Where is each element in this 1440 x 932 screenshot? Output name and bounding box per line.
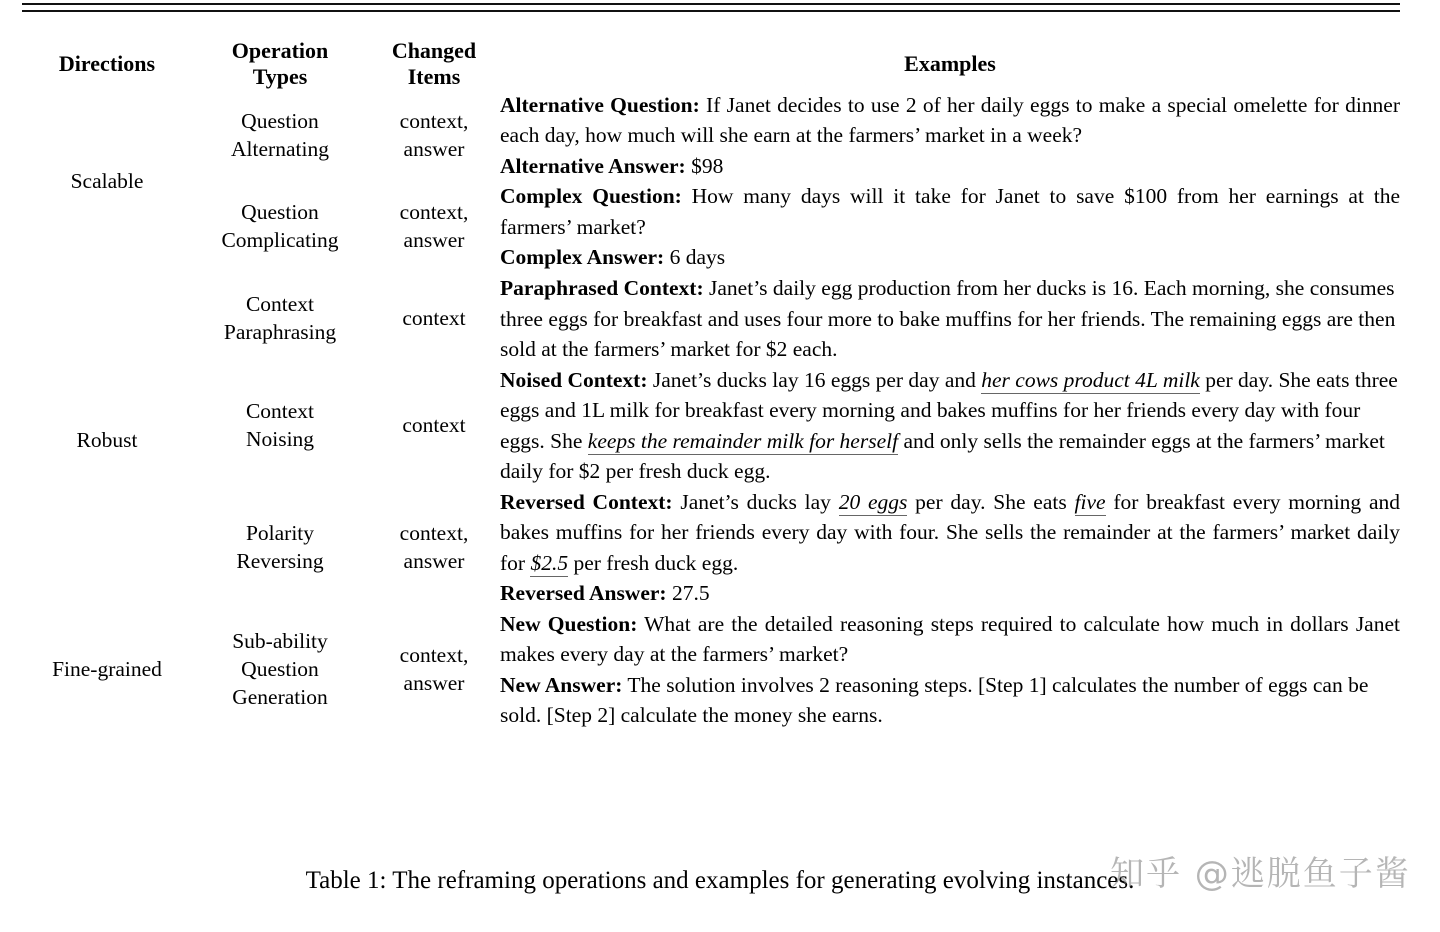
operation-line1: Context [245,291,315,316]
example-text: The solution involves 2 reasoning steps. [Step 1] calculates the number of eggs can be sold. [Step 2] calculate the money she earns. [500,672,1369,728]
example-reversed-phrase: $2.5 [530,550,569,575]
table-row [22,181,1400,273]
example-label: Reversed Answer: [500,581,667,606]
header-changed-items-line2: Items [407,63,461,89]
example-paragraph [500,181,1400,242]
changed-line1: context [402,305,466,330]
example-paragraph [500,365,1400,487]
changed-line2: answer [403,548,465,573]
example-label: Noised Context: [500,367,648,392]
operation-context-noising [192,365,368,487]
operation-question-complicating [192,181,368,273]
example-noised-phrase: keeps the remainder milk for herself [587,428,899,453]
header-row [22,38,1400,90]
example-text: and only sells the remainder eggs at the farmers’ market daily for $2 per fresh duck egg. [500,428,1385,484]
operation-sub-ability-question-generation [192,609,368,731]
header-changed-items-line1: Changed [391,38,477,63]
watermark-text: 知乎 @逃脱鱼子酱 [1110,854,1411,894]
operation-line2: Complicating [221,228,339,253]
direction-robust [22,273,192,609]
example-label: New Answer: [500,672,623,697]
header-examples [500,38,1400,90]
header-operation-types [192,38,368,90]
changed-line2: answer [403,136,465,161]
example-paragraph [500,151,1400,182]
example-reversed-phrase: five [1074,489,1106,514]
operation-line2: Noising [245,426,315,451]
operation-line1: Polarity [245,520,315,545]
changed-line1: context, [399,200,469,225]
header-operation-types-line2: Types [252,63,308,89]
direction-label: Robust [76,428,138,453]
operation-line1: Question [241,108,319,133]
example-label: Complex Answer: [500,245,665,270]
top-rule-upper [22,3,1400,5]
example-text: per day. She eats [907,489,1075,514]
changed-items-cell [368,365,500,487]
operation-line1: Context [245,398,315,423]
operation-line3: Generation [232,684,328,709]
example-label: Alternative Answer: [500,153,686,178]
operation-polarity-reversing [192,487,368,609]
table-container [22,38,1400,731]
table-body [22,90,1400,731]
example-text: How many days will it take for Janet to save $100 from her earnings at the farmers’ market? [500,184,1400,239]
example-text: What are the detailed reasoning steps required to calculate how much in dollars Janet makes every day at the farmers’ market? [500,611,1400,667]
changed-items-cell [368,487,500,609]
header-operation-types-line1: Operation [231,38,329,63]
changed-items-cell [368,609,500,731]
operation-line2: Alternating [231,136,329,161]
changed-line1: context, [399,520,469,545]
example-label: Alternative Question: [500,92,700,117]
example-noised-phrase: her cows product 4L milk [981,367,1200,392]
example-paragraph [500,273,1400,365]
changed-line1: context, [399,108,469,133]
reframing-operations-table [22,38,1400,731]
table-row [22,273,1400,365]
example-label: New Question: [500,611,638,636]
operation-line1: Question [241,200,319,225]
operation-line2: Paraphrasing [223,319,337,344]
top-rule-lower [22,10,1400,12]
changed-line2: answer [403,670,465,695]
example-text: Janet’s ducks lay 16 eggs per day and [647,367,982,392]
direction-label: Fine-grained [52,657,162,682]
operation-context-paraphrasing [192,273,368,365]
header-directions-label: Directions [58,50,156,76]
table-row [22,90,1400,182]
header-changed-items [368,38,500,90]
example-paragraph [500,609,1400,670]
table-caption [0,866,1440,896]
changed-items-cell [368,90,500,182]
example-text: 6 days [664,245,726,270]
example-label: Paraphrased Context: [500,276,704,300]
table-row [22,487,1400,609]
example-text: Janet’s ducks lay [672,489,839,514]
example-context-noising [500,365,1400,487]
changed-line2: answer [403,228,465,253]
table-header [22,38,1400,90]
example-text: If Janet decides to use 2 of her daily eggs to make a special omelette for dinner each day, how much will she earn at the farmers’ market in a week? [500,92,1400,148]
example-polarity-reversing [500,487,1400,609]
direction-label: Scalable [70,168,144,193]
example-reversed-phrase: 20 eggs [838,489,908,514]
header-directions [22,38,192,90]
header-examples-label: Examples [904,50,996,76]
example-text: per day. She eats three eggs and 1L milk for breakfast every morning and bakes muffins for her friends every day with four eggs. She [500,367,1398,453]
example-label: Reversed Context: [500,489,673,514]
operation-line1: Sub-ability [232,628,328,653]
example-paragraph [500,90,1400,151]
operation-line2: Question [241,656,319,681]
top-double-rule [22,3,1400,12]
example-paragraph [500,578,1400,609]
example-text: Janet’s daily egg production from her ducks is 16. Each morning, she consumes three eggs for breakfast and uses four more to bake muffins for her friends. The remaining eggs are then sold at the farmers’ market for $2 each. [500,276,1396,362]
operation-line2: Reversing [236,548,324,573]
direction-fine-grained [22,609,192,731]
example-question-complicating [500,181,1400,273]
example-paragraph [500,670,1400,731]
example-text: 27.5 [666,581,710,606]
example-question-alternating [500,90,1400,182]
example-text: $98 [685,153,724,178]
table-row [22,609,1400,731]
example-context-paraphrasing [500,273,1400,365]
example-paragraph [500,242,1400,273]
example-paragraph [500,487,1400,579]
changed-line1: context [402,412,466,437]
operation-question-alternating [192,90,368,182]
table-caption-text: Table 1: The reframing operations and examples for generating evolving instances. [305,867,1135,894]
changed-line1: context, [399,642,469,667]
example-sub-ability-question-generation [500,609,1400,731]
direction-scalable [22,90,192,273]
example-text: per fresh duck egg. [568,550,739,575]
example-label: Complex Question: [500,184,682,209]
changed-items-cell [368,273,500,365]
changed-items-cell [368,181,500,273]
table-row [22,365,1400,487]
example-text: for breakfast every morning and bakes muffins for her friends every day with four. She sells the remainder at the farmers’ market daily for [500,489,1400,575]
